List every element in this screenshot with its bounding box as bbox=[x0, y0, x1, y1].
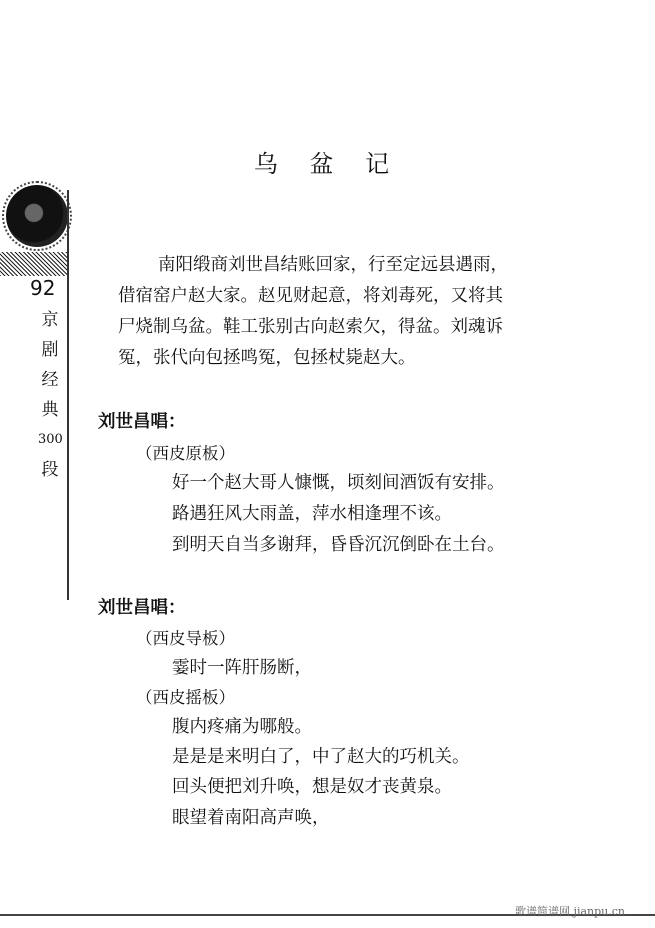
role-label: 刘世昌唱： bbox=[98, 412, 186, 432]
lyric-line: 回头便把刘升唤，想是奴才丧黄泉。 bbox=[172, 777, 452, 797]
lyric-line: 路遇狂风大雨盖，萍水相逢理不该。 bbox=[172, 504, 452, 524]
side-char: 经 bbox=[41, 370, 59, 390]
page-title: 乌 盆 记 bbox=[253, 150, 402, 178]
side-char: 剧 bbox=[41, 340, 59, 360]
lyric-line: 好一个赵大哥人慷慨，顷刻间酒饭有安排。 bbox=[172, 473, 505, 493]
tune-label: （西皮原板） bbox=[136, 444, 235, 463]
side-char: 典 bbox=[41, 400, 59, 420]
side-char: 300 bbox=[38, 432, 63, 447]
book-title-vertical bbox=[38, 305, 62, 485]
lyric-line: 腹内疼痛为哪般。 bbox=[172, 717, 312, 737]
lyric-line: 是是是来明白了，中了赵大的巧机关。 bbox=[172, 747, 470, 767]
side-char: 段 bbox=[41, 460, 59, 480]
side-char: 京 bbox=[41, 310, 59, 330]
synopsis-line: 冤，张代向包拯鸣冤，包拯杖毙赵大。 bbox=[118, 348, 416, 368]
lyric-line: 霎时一阵肝肠断， bbox=[172, 658, 312, 678]
decorative-hatch bbox=[0, 252, 68, 276]
tune-label: （西皮导板） bbox=[136, 629, 235, 648]
lyric-line: 到明天自当多谢拜，昏昏沉沉倒卧在土台。 bbox=[172, 535, 505, 555]
role-label: 刘世昌唱： bbox=[98, 598, 186, 618]
watermark: 歌谱简谱网 jianpu.cn bbox=[515, 905, 625, 918]
synopsis-line: 南阳缎商刘世昌结账回家，行至定远县遇雨， bbox=[158, 255, 508, 275]
synopsis-line: 借宿窑户赵大家。赵见财起意，将刘毒死，又将其 bbox=[118, 286, 503, 306]
synopsis bbox=[118, 250, 568, 374]
synopsis-line: 尸烧制乌盆。鞋工张别古向赵索欠，得盆。刘魂诉 bbox=[118, 317, 503, 337]
emblem-icon bbox=[6, 185, 68, 247]
page-number: 92 bbox=[30, 276, 56, 300]
lyric-line: 眼望着南阳高声唤， bbox=[172, 808, 330, 828]
margin-rule bbox=[67, 190, 69, 600]
tune-label: （西皮摇板） bbox=[136, 688, 235, 707]
